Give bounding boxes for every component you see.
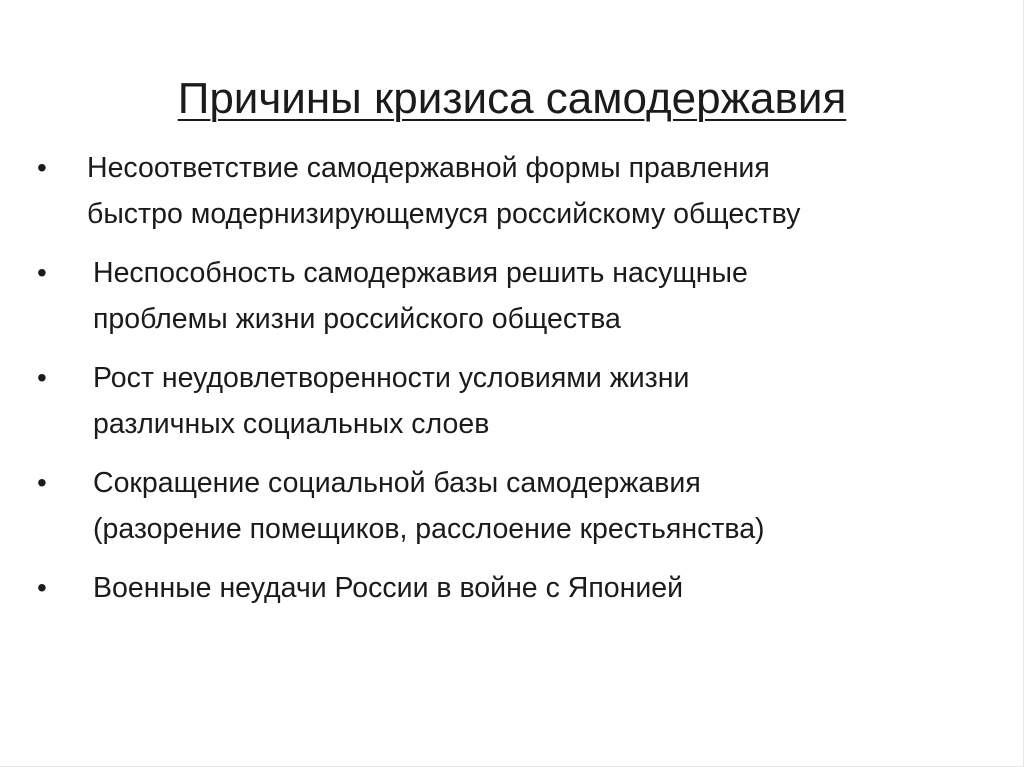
bullet-text: Рост неудовлетворенности условиями жизни различных социальных слоев <box>93 362 690 440</box>
bullet-text: Неспособность самодержавия решить насущные проблемы жизни российского общества <box>93 257 748 335</box>
bullet-dot-icon: • <box>37 467 47 498</box>
bullet-list <box>37 145 1012 624</box>
bullet-dot-icon: • <box>37 362 47 393</box>
bullet-dot-icon: • <box>37 572 47 603</box>
slide-title: Причины кризиса самодержавия <box>177 74 847 123</box>
bullet-text: Военные неудачи России в войне с Японией <box>93 572 684 604</box>
bullet-item <box>37 565 1012 611</box>
bullet-text: Сокращение социальной базы самодержавия (разорение помещиков, расслоение крестьянства) <box>93 467 765 545</box>
bullet-item <box>37 460 1012 552</box>
bullet-item <box>37 250 1012 342</box>
bullet-dot-icon: • <box>37 152 47 183</box>
bullet-dot-icon: • <box>37 257 47 288</box>
bullet-item <box>37 145 1012 237</box>
bullet-text: Несоответствие самодержавной формы правления быстро модернизирующемуся российскому обществу <box>87 152 801 230</box>
bullet-item <box>37 355 1012 447</box>
